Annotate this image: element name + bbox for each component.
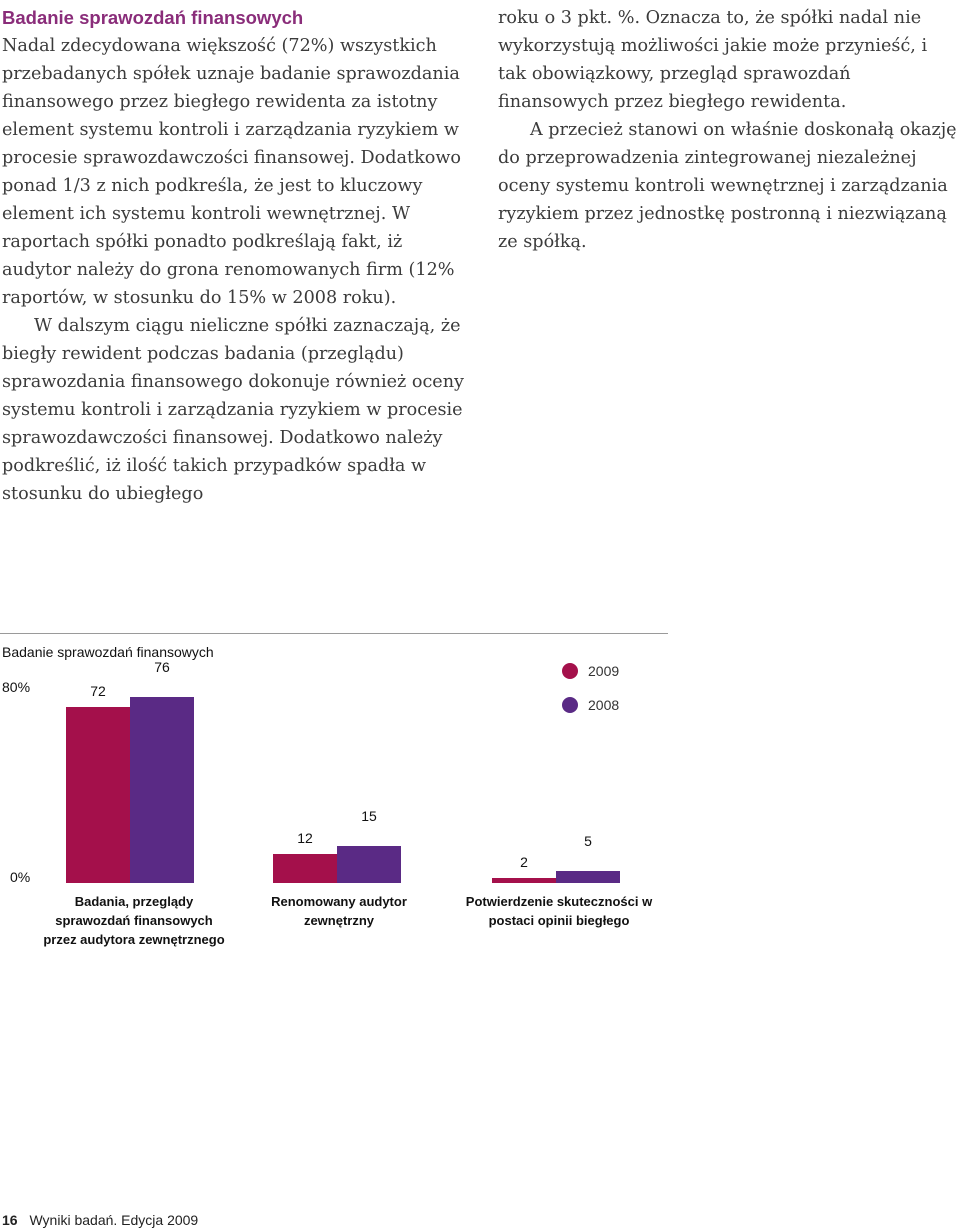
left-paragraph-1: Nadal zdecydowana większość (72%) wszystkich przebadanych spółek uznaje badanie sprawozdania finansowego przez biegłego rewidenta za istotny element systemu kontroli i zarządzania ryzykiem w procesie sprawozdawczości finansowej. Dodatkowo ponad 1/3 z nich podkreśla, że jest to kluczowy element ich systemu kontroli wewnętrznej. W raportach spółki ponadto podkreślają fakt, iż audytor należy do grona renomowanych firm (12% raportów, w stosunku do 15% w 2008 roku). xyxy=(2,36,461,308)
bar-2008-2 xyxy=(337,846,401,883)
legend-label-2008: 2008 xyxy=(588,697,620,713)
value-label-2009-1: 72 xyxy=(90,682,106,699)
y-tick-top: 80% xyxy=(2,679,31,695)
value-label-2008-3: 5 xyxy=(584,832,592,849)
legend-swatch-2008 xyxy=(562,697,578,713)
bar-chart xyxy=(0,630,680,990)
bar-2009-2 xyxy=(273,854,337,883)
left-text-column xyxy=(2,4,472,508)
publication-name: Wyniki badań. Edycja 2009 xyxy=(29,1212,199,1228)
legend-label-2009: 2009 xyxy=(588,663,620,679)
right-paragraph-2: A przecież stanowi on właśnie doskonałą okazję do przeprowadzenia zintegrowanej niezależnej oceny systemu kontroli wewnętrznej i zarządzania ryzykiem przez jednostkę postronną i niezwiązaną ze spółką. xyxy=(498,120,957,252)
value-label-2009-2: 12 xyxy=(297,829,313,846)
section-heading: Badanie sprawozdań finansowych xyxy=(2,7,304,28)
y-tick-bottom: 0% xyxy=(10,869,31,885)
category-label-3: Potwierdzenie skuteczności w postaci opinii biegłego xyxy=(465,894,653,928)
bar-2008-3 xyxy=(556,871,620,883)
right-paragraph-1: roku o 3 pkt. %. Oznacza to, że spółki nadal nie wykorzystują możliwości jakie może przynieść, i tak obowiązkowy, przegląd sprawozdań finansowych przez biegłego rewidenta. xyxy=(498,8,928,112)
page-number: 16 xyxy=(2,1212,18,1228)
left-paragraph-2: W dalszym ciągu nieliczne spółki zaznaczają, że biegły rewident podczas badania (przeglądu) sprawozdania finansowego dokonuje również oceny systemu kontroli i zarządzania ryzykiem w procesie sprawozdawczości finansowej. Dodatkowo należy podkreślić, iż ilość takich przypadków spadła w stosunku do ubiegłego xyxy=(2,316,464,504)
chart-top-rule xyxy=(0,633,668,634)
page-footer xyxy=(2,1212,198,1228)
value-label-2008-1: 76 xyxy=(154,658,170,675)
right-text-column xyxy=(498,4,960,256)
bar-2009-1 xyxy=(66,707,130,883)
legend-item-2008 xyxy=(562,697,619,713)
category-label-1: Badania, przeglądy sprawozdań finansowych przez audytora zewnętrznego xyxy=(43,894,225,947)
category-label-2: Renomowany audytor zewnętrzny xyxy=(271,894,407,928)
bar-2009-3 xyxy=(492,878,556,883)
bar-2008-1 xyxy=(130,697,194,883)
chart-title: Badanie sprawozdań finansowych xyxy=(2,644,214,660)
legend-swatch-2009 xyxy=(562,663,578,679)
value-label-2009-3: 2 xyxy=(520,854,528,871)
legend-item-2009 xyxy=(562,663,619,679)
value-label-2008-2: 15 xyxy=(361,808,377,825)
